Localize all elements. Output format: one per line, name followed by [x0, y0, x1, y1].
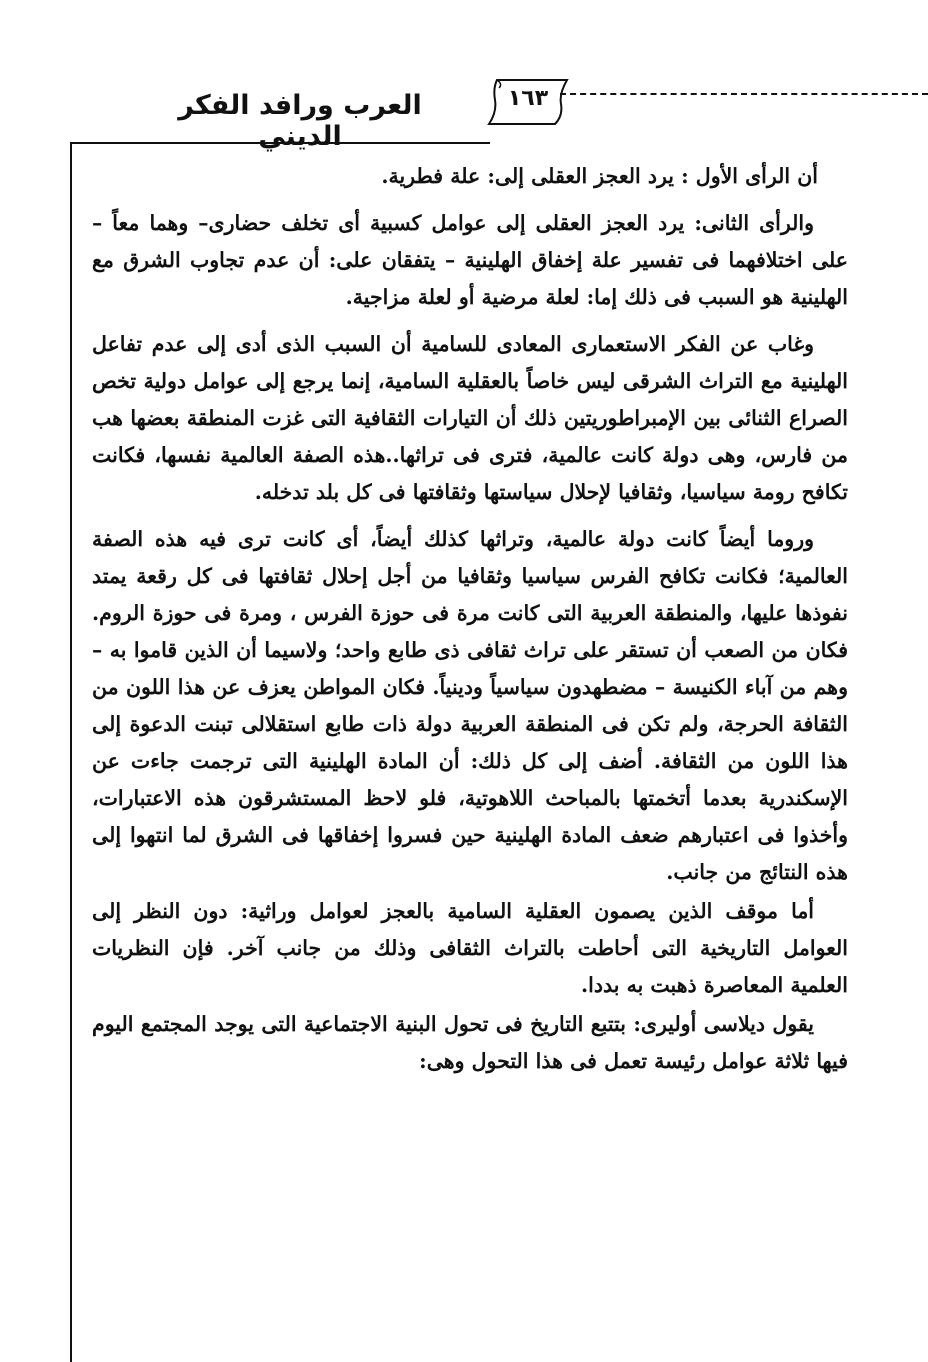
paragraph-6: يقول ديلاسى أوليرى: بتتبع التاريخ فى تحول البنية الاجتماعية التى يوجد المجتمع اليوم فيها ثلاثة عوامل رئيسة تعمل فى هذا التحول وهى: — [92, 1012, 848, 1073]
running-header-title: العرب ورافد الفكر الديني — [178, 90, 422, 152]
header-dashed-rule — [560, 93, 928, 95]
paragraph-5: أما موقف الذين يصمون العقلية السامية بالعجز لعوامل وراثية: دون النظر إلى العوامل التاريخية التى أحاطت بالتراث الثقافى وذلك من جانب آخر. فإن النظريات العلمية المعاصرة ذهبت به بددا. — [92, 899, 848, 997]
header-rule — [70, 142, 490, 144]
page-number-scroll — [483, 74, 573, 130]
paragraph-2: والرأى الثانى: يرد العجز العقلى إلى عوامل كسبية أى تخلف حضارى– وهما معاً – على اختلافهما فى تفسير علة إخفاق الهلينية – يتفقان على: أن عدم تجاوب الشرق مع الهلينية هو السبب فى ذلك إما: لعلة مرضية أو لعلة مزاجية. — [92, 211, 848, 309]
paragraph-4: وروما أيضاً كانت دولة عالمية، وتراثها كذلك أيضاً، أى كانت ترى فيه هذه الصفة العالمية؛ فكانت تكافح الفرس سياسيا وثقافيا من أجل إحلال ثقافتها فى كل رقعة يمتد نفوذها عليها، والمنطقة العربية التى كانت مرة فى حوزة الفرس ، ومرة فى حوزة الروم. فكان من الصعب أن تستقر على تراث ثقافى ذى طابع واحد؛ ولاسيما أن الذين قاموا به – وهم من آباء الكنيسة – مضطهدون سياسياً ودينياً. فكان المواطن يعزف عن هذا اللون من الثقافة الحرجة، ولم تكن فى المنطقة العربية دولة ذات طابع استقلالى تبنت الدعوة إلى هذا اللون من الثقافة. أضف إلى كل ذلك: أن المادة الهلينية التى ترجمت جاءت عن الإسكندرية بعدما أتخمتها بالمباحث اللاهوتية، فلو لاحظ المستشرقون هذه الاعتبارات، وأخذوا فى اعتبارهم ضعف المادة الهلينية حين فسروا إخفاقها فى الشرق لما انتهوا إلى هذه النتائج من جانب. — [92, 527, 848, 884]
paragraph-1: أن الرأى الأول : يرد العجز العقلى إلى: علة فطرية. — [381, 164, 818, 188]
body-text — [92, 158, 848, 1090]
page-number: ١٦٣ — [507, 86, 549, 111]
paragraph-3: وغاب عن الفكر الاستعمارى المعادى للسامية أن السبب الذى أدى إلى عدم تفاعل الهلينية مع التراث الشرقى ليس خاصاً بالعقلية السامية، إنما يرجع إلى عوامل دولية تخص الصراع الثنائى بين الإمبراطوريتين ذلك أن التيارات الثقافية التى غزت المنطقة بعضها هب من فارس، وهى دولة كانت عالمية، فترى فى تراثها..هذه الصفة العالمية نفسها، فكانت تكافح رومة سياسيا، وثقافيا لإحلال سياستها وثقافتها فى كل بلد تدخله. — [92, 332, 848, 504]
margin-rule — [70, 142, 72, 1362]
